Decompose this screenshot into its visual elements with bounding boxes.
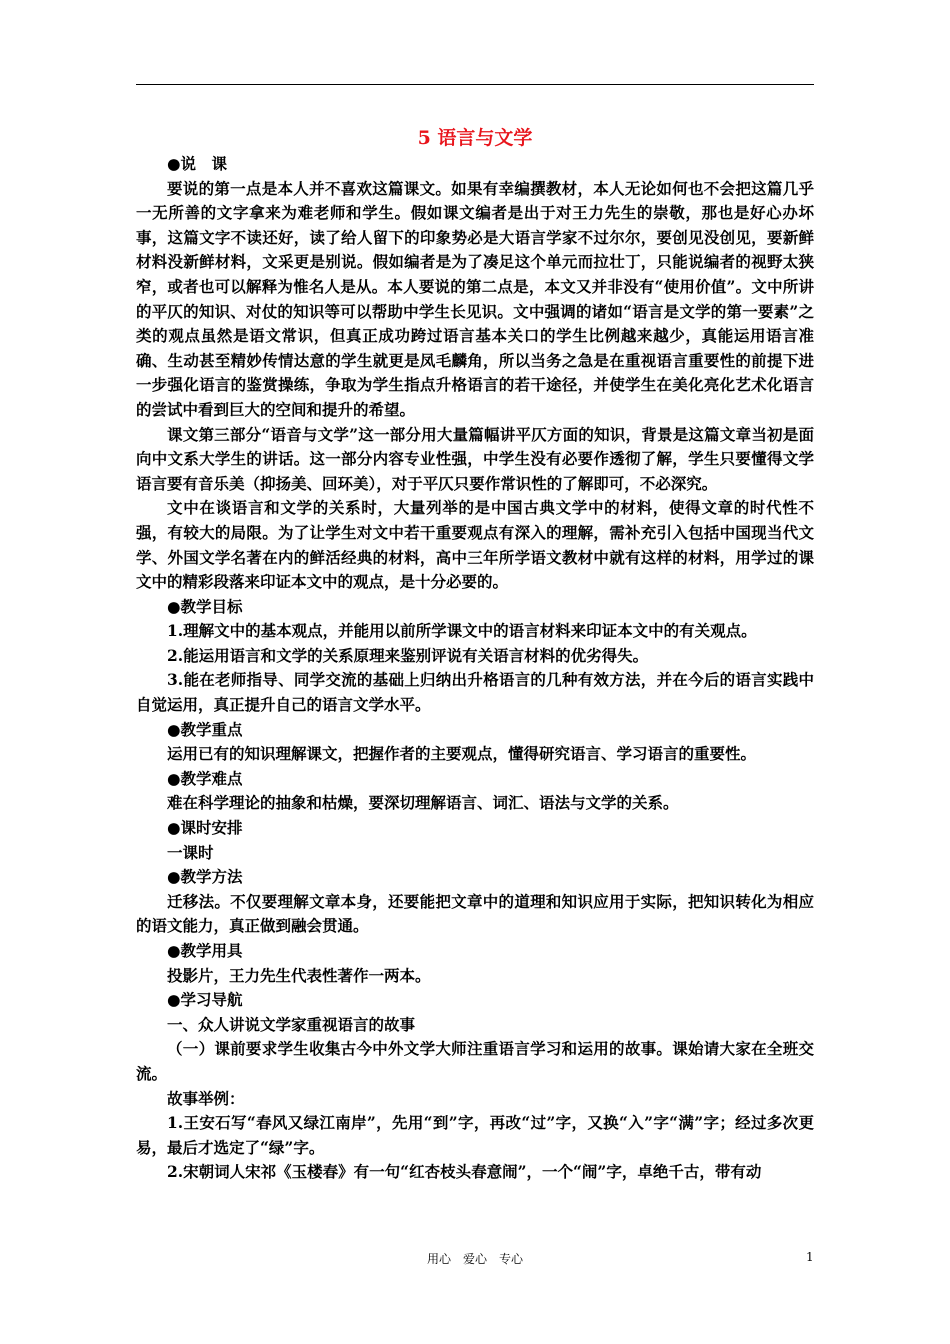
header-rule: [136, 84, 814, 85]
goal-item: 3.能在老师指导、同学交流的基础上归纳出升格语言的几种有效方法，并在今后的语言实践中自觉运用，真正提升自己的语言文学水平。: [136, 670, 814, 715]
section-heading-goals: ●教学目标: [167, 596, 243, 616]
goal-item: 1.理解文中的基本观点，并能用以前所学课文中的语言材料来印证本文中的有关观点。: [167, 621, 757, 641]
paragraph: 课文第三部分“语音与文学”这一部分用大量篇幅讲平仄方面的知识，背景是这篇文章当初是面向中文系大学生的讲话。这一部分内容专业性强，中学生没有必要作透彻了解，学生只要懂得文学语言要有音乐美（抑扬美、回环美），对于平仄只要作常识性的了解即可，不必深究。: [136, 424, 814, 493]
paragraph: 运用已有的知识理解课文，把握作者的主要观点，懂得研究语言、学习语言的重要性。: [167, 744, 757, 764]
guide-line: 1.王安石写“春风又绿江南岸”，先用“到”字，再改“过”字，又换“入”字“满”字；经过多次更易，最后才选定了“绿”字。: [136, 1113, 814, 1157]
section-heading-guide: ●学习导航: [167, 990, 243, 1010]
section-heading-tools: ●教学用具: [167, 941, 243, 960]
section-heading-key-points: ●教学重点: [167, 719, 243, 739]
paragraph: 要说的第一点是本人并不喜欢这篇课文。如果有幸编撰教材，本人无论如何也不会把这篇几乎一无所善的文字拿来为难老师和学生。假如课文编者是出于对王力先生的崇敬，那也是好心办坏事，这篇文字不读还好，读了给人留下的印象势必是大语言学家不过尔尔，要创见没创见，要新鲜材料没新鲜材料，文采更是别说。假如编者是为了凑足这个单元而拉壮丁，只能说编者的视野太狭窄，或者也可以解释为惟名人是从。本人要说的第二点是，本文又并非没有“使用价值”。文中所讲的平仄的知识、对仗的知识等可以帮助中学生长见识。文中强调的诸如“语言是文学的第一要素”之类的观点虽然是语文常识，但真正成功跨过语言基本关口的学生比例越来越少，真能运用语言准确、生动甚至精妙传情达意的学生就更是凤毛麟角，所以当务之急是在重视语言重要性的前提下进一步强化语言的鉴赏操练，争取为学生指点升格语言的若干途径，并使学生在美化亮化艺术化语言的尝试中看到巨大的空间和提升的希望。: [136, 178, 814, 419]
paragraph: 一课时: [167, 842, 214, 862]
paragraph: 迁移法。不仅要理解文章本身，还要能把文章中的道理和知识应用于实际，把知识转化为相应的语文能力，真正做到融会贯通。: [136, 891, 814, 936]
paragraph: 投影片，王力先生代表性著作一两本。: [167, 965, 431, 985]
guide-line: 2.宋朝词人宋祁《玉楼春》有一句“红杏枝头春意闹”，一个“闹”字，卓绝千古，带有动: [167, 1162, 762, 1182]
footer-slogan: 用心 爱心 专心: [426, 1252, 523, 1266]
guide-line: 故事举例：: [167, 1088, 245, 1108]
document-title: 5 语言与文学: [417, 127, 533, 149]
paragraph: 难在科学理论的抽象和枯燥，要深切理解语言、词汇、语法与文学的关系。: [167, 793, 679, 813]
guide-line: 一、众人讲说文学家重视语言的故事: [167, 1014, 416, 1034]
paragraph: 文中在谈语言和文学的关系时，大量列举的是中国古典文学中的材料，使得文章的时代性不强，有较大的局限。为了让学生对文中若干重要观点有深入的理解，需补充引入包括中国现当代文学、外国文学名著在内的鲜活经典的材料，高中三年所学语文教材中就有这样的材料，用学过的课文中的精彩段落来印证本文中的观点，是十分必要的。: [136, 498, 814, 592]
section-heading-shuoke: ●说 课: [167, 154, 228, 173]
page-number: 1: [806, 1250, 814, 1264]
guide-line: （一）课前要求学生收集古今中外文学大师注重语言学习和运用的故事。课始请大家在全班交流。: [136, 1039, 814, 1083]
section-heading-methods: ●教学方法: [167, 867, 243, 887]
section-heading-difficulties: ●教学难点: [167, 768, 243, 788]
goal-item: 2.能运用语言和文学的关系原理来鉴别评说有关语言材料的优劣得失。: [167, 645, 649, 665]
document-body: [136, 124, 814, 1185]
section-heading-schedule: ●课时安排: [167, 818, 243, 838]
